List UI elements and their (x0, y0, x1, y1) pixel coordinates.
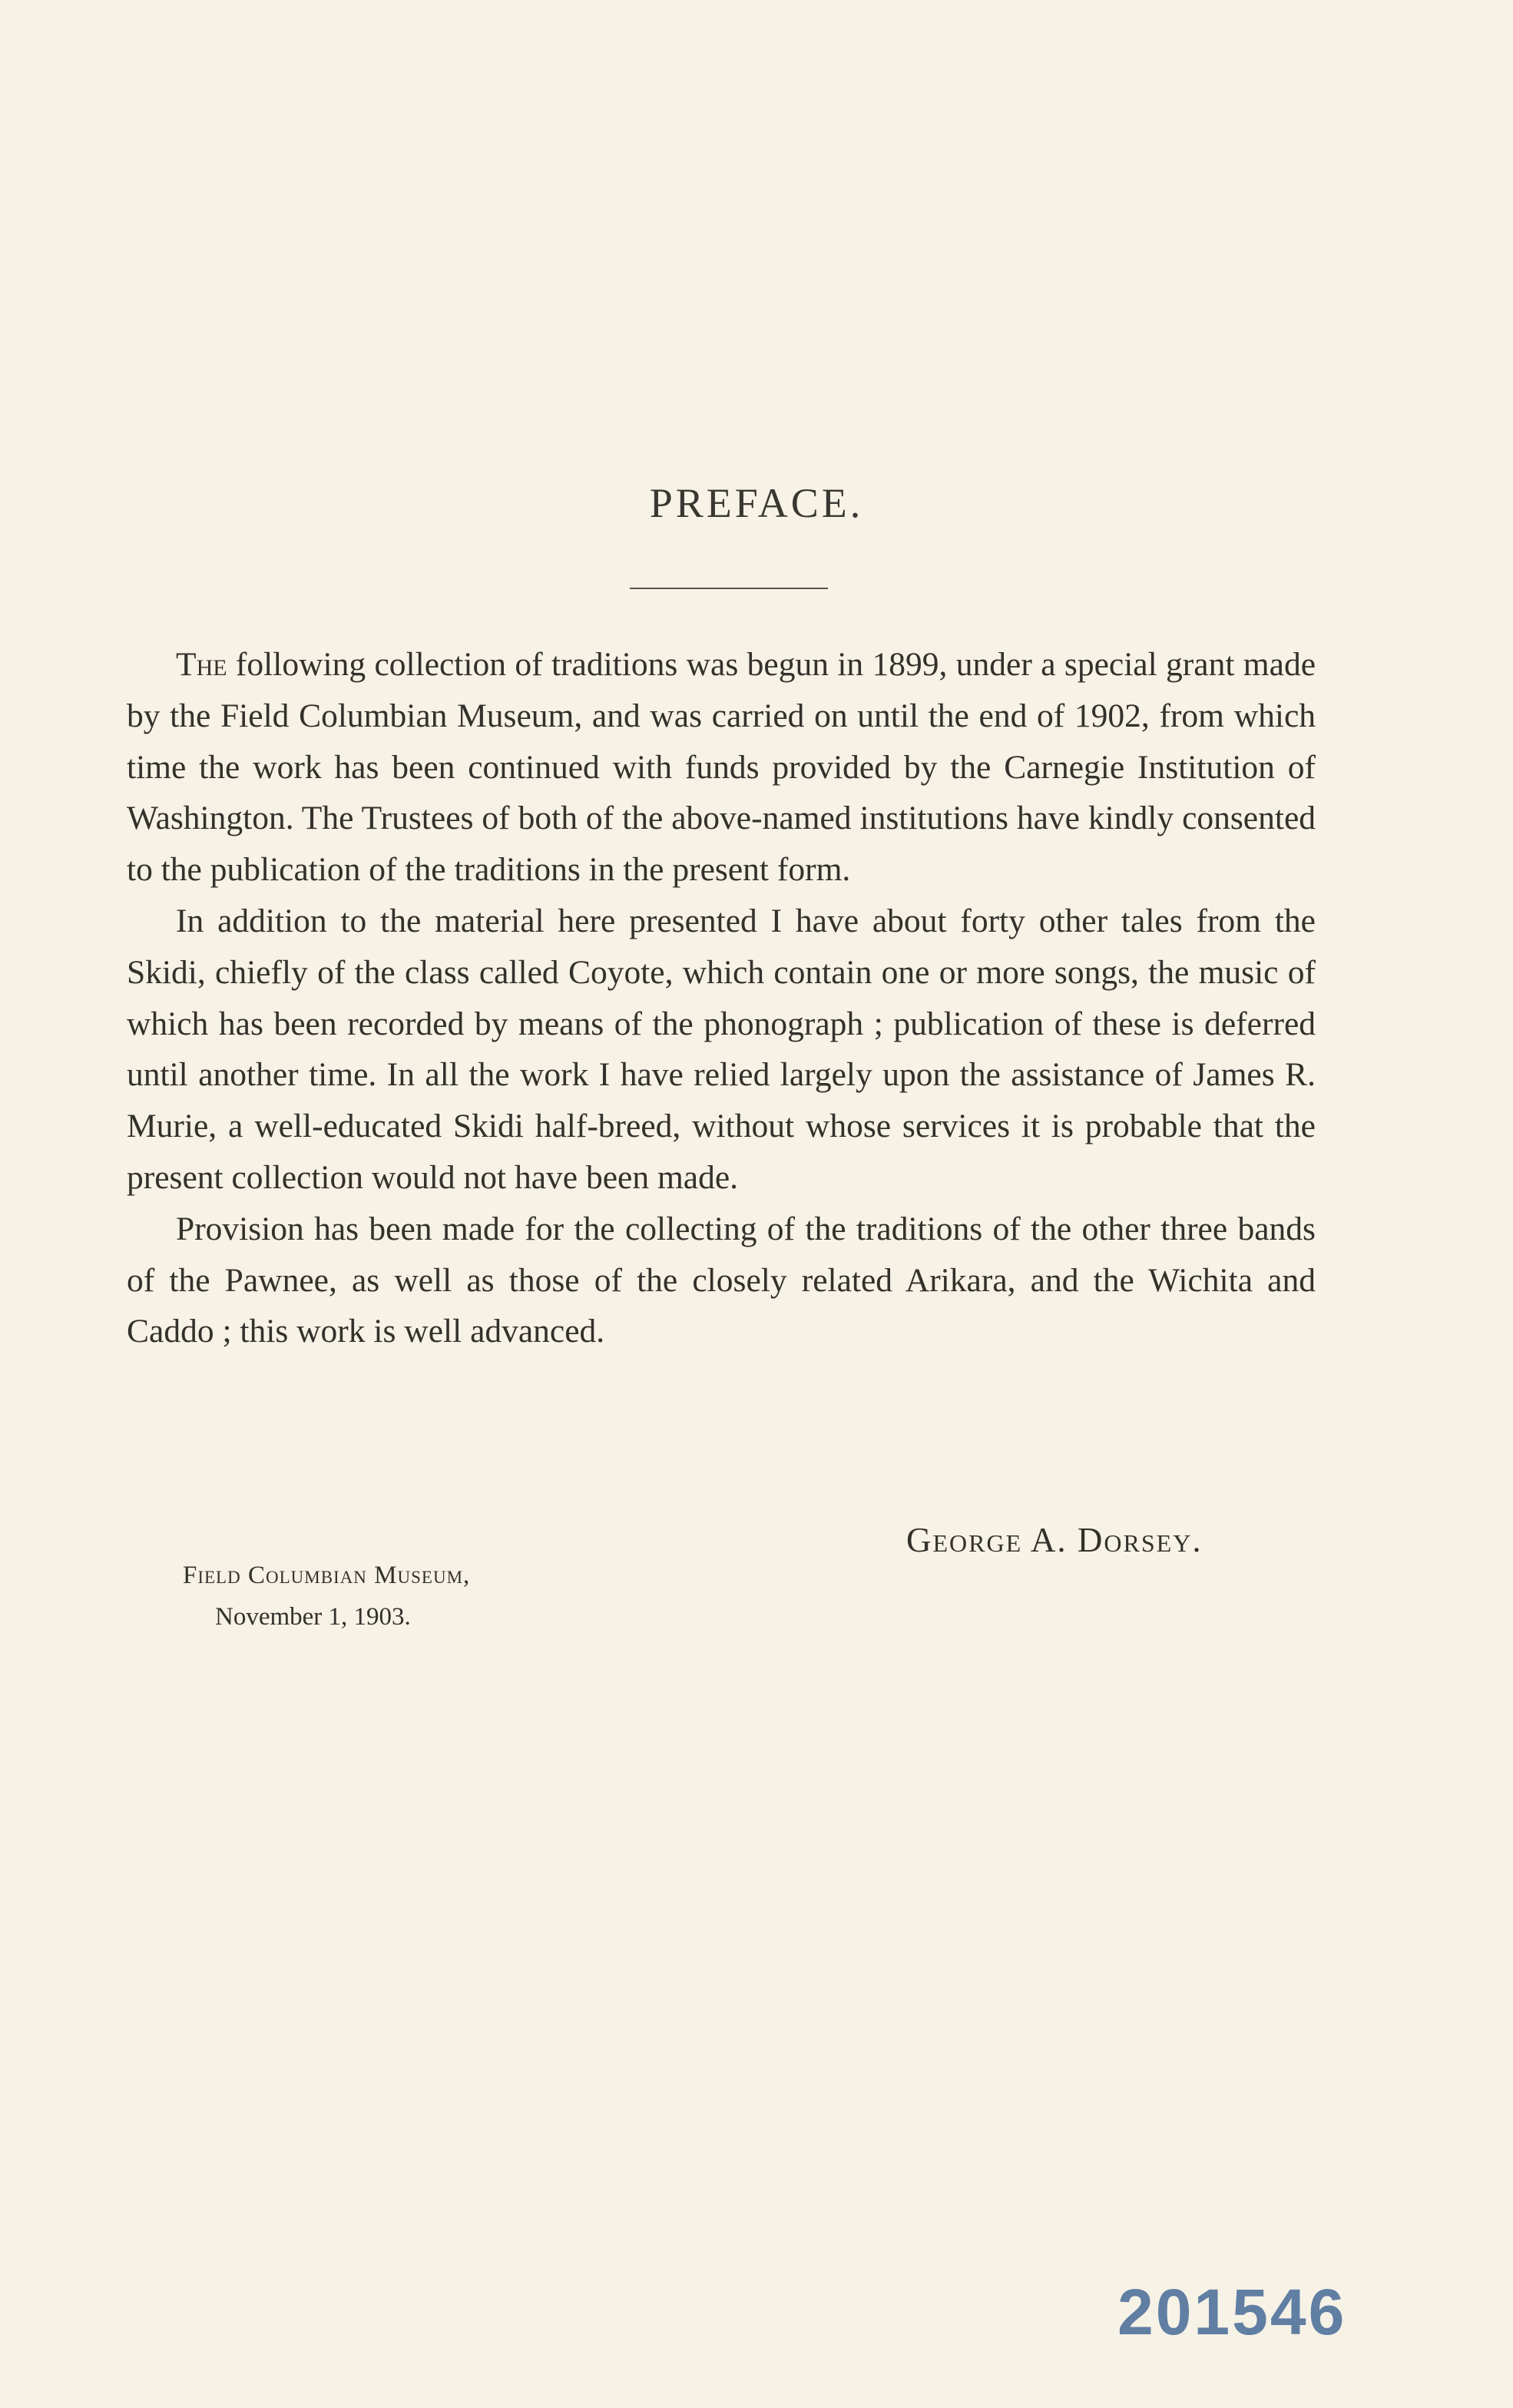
paragraph-lead-word: The (176, 646, 227, 683)
paragraph-text: following collection of traditions was begun in 1899, under a special grant made by the Field Columbian Museum, and was carried on until the end of 1902, from which time the work has been continued with funds provided by the Carnegie Institution of Washington. The Trustees of both of the above-named institutions have kindly consented to the publication of the traditions in the present form. (127, 646, 1316, 889)
paragraph-text: Provision has been made for the collecting of the traditions of the other three bands of the Pawnee, as well as those of the closely related Arikara, and the Wichita and Caddo ; this work is well advanced. (127, 1210, 1316, 1350)
paragraph-3 (127, 1204, 1316, 1357)
library-stamp-number: 201546 (1117, 2276, 1347, 2348)
dateline-date: November 1, 1903. (215, 1603, 411, 1631)
preface-body (127, 639, 1316, 1357)
page-title: PREFACE. (649, 480, 864, 526)
paragraph-text: In addition to the material here presented I have about forty other tales from the Skidi, chiefly of the class called Coyote, which contain one or more songs, the music of which has been recorded by means of the phonograph ; publication of these is deferred until another time. In all the work I have relied largely upon the assistance of James R. Murie, a well-educated Skidi half-breed, without whose services it is probable that the present collection would not have been made. (127, 902, 1316, 1196)
title-divider (630, 588, 828, 589)
paragraph-1 (127, 639, 1316, 896)
dateline (183, 1555, 470, 1638)
dateline-location: Field Columbian Museum, (183, 1562, 471, 1589)
author-signature: George A. Dorsey. (906, 1521, 1203, 1559)
paragraph-2 (127, 896, 1316, 1204)
